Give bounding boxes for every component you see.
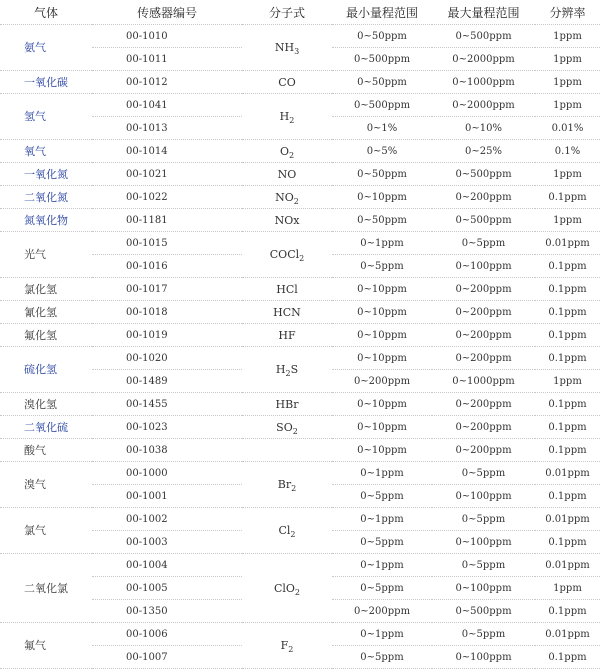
max-range: 0~100ppm <box>432 577 535 600</box>
gas-name: 光气 <box>0 232 92 278</box>
molecular-formula: COCl$_2$ <box>242 232 332 278</box>
min-range: 0~5ppm <box>332 255 432 278</box>
resolution: 0.01% <box>535 117 600 140</box>
min-range: 0~1ppm <box>332 462 432 485</box>
molecular-formula: $SO_2$ <box>242 416 332 439</box>
molecular-formula: $NH_3$ <box>242 25 332 71</box>
resolution: 0.1ppm <box>535 278 600 301</box>
sensor-code: 00-1041 <box>92 94 242 117</box>
resolution: 0.1ppm <box>535 600 600 623</box>
resolution: 1ppm <box>535 94 600 117</box>
sensor-code: 00-1181 <box>92 209 242 232</box>
max-range: 0~5ppm <box>432 462 535 485</box>
resolution: 0.1ppm <box>535 439 600 462</box>
table-row <box>0 508 600 531</box>
min-range: 0~10ppm <box>332 186 432 209</box>
gas-name: 氰化氢 <box>0 301 92 324</box>
max-range: 0~2000ppm <box>432 48 535 71</box>
table-row <box>0 439 600 462</box>
min-range: 0~1% <box>332 117 432 140</box>
table-row <box>0 393 600 416</box>
sensor-code: 00-1006 <box>92 623 242 646</box>
min-range: 0~50ppm <box>332 25 432 48</box>
molecular-formula: $H_2S$ <box>242 347 332 393</box>
max-range: 0~100ppm <box>432 646 535 669</box>
max-range: 0~200ppm <box>432 393 535 416</box>
table-row <box>0 301 600 324</box>
sensor-code: 00-1010 <box>92 25 242 48</box>
min-range: 0~5% <box>332 140 432 163</box>
gas-name: 二氧化氮 <box>0 186 92 209</box>
resolution: 0.1ppm <box>535 531 600 554</box>
table-row <box>0 71 600 94</box>
resolution: 0.1ppm <box>535 255 600 278</box>
table-row <box>0 278 600 301</box>
resolution: 1ppm <box>535 48 600 71</box>
sensor-code: 00-1350 <box>92 600 242 623</box>
table-row <box>0 186 600 209</box>
resolution: 0.1ppm <box>535 301 600 324</box>
gas-name: 溴气 <box>0 462 92 508</box>
table-row <box>0 209 600 232</box>
sensor-code: 00-1013 <box>92 117 242 140</box>
sensor-code: 00-1038 <box>92 439 242 462</box>
max-range: 0~200ppm <box>432 186 535 209</box>
molecular-formula: $NO_2$ <box>242 186 332 209</box>
molecular-formula: $Cl_2$ <box>242 508 332 554</box>
header-row <box>0 0 600 25</box>
resolution: 0.01ppm <box>535 623 600 646</box>
gas-name: 氯气 <box>0 508 92 554</box>
resolution: 0.1ppm <box>535 393 600 416</box>
min-range: 0~50ppm <box>332 209 432 232</box>
table-row <box>0 623 600 646</box>
molecular-formula: HBr <box>242 393 332 416</box>
max-range: 0~200ppm <box>432 301 535 324</box>
max-range: 0~25% <box>432 140 535 163</box>
table-row <box>0 347 600 370</box>
max-range: 0~5ppm <box>432 554 535 577</box>
sensor-code: 00-1021 <box>92 163 242 186</box>
sensor-code: 00-1015 <box>92 232 242 255</box>
gas-name: 氨气 <box>0 25 92 71</box>
molecular-formula <box>242 439 332 462</box>
gas-name: 氯化氢 <box>0 278 92 301</box>
gas-name: 氧气 <box>0 140 92 163</box>
gas-name: 硫化氢 <box>0 347 92 393</box>
gas-name: 氟气 <box>0 623 92 669</box>
molecular-formula: NO <box>242 163 332 186</box>
sensor-code: 00-1019 <box>92 324 242 347</box>
gas-name: 氮氧化物 <box>0 209 92 232</box>
min-range: 0~200ppm <box>332 600 432 623</box>
sensor-code: 00-1000 <box>92 462 242 485</box>
sensor-code: 00-1005 <box>92 577 242 600</box>
min-range: 0~5ppm <box>332 577 432 600</box>
min-range: 0~10ppm <box>332 301 432 324</box>
sensor-code: 00-1002 <box>92 508 242 531</box>
min-range: 0~5ppm <box>332 646 432 669</box>
min-range: 0~200ppm <box>332 370 432 393</box>
molecular-formula: HF <box>242 324 332 347</box>
sensor-code: 00-1018 <box>92 301 242 324</box>
sensor-code: 00-1007 <box>92 646 242 669</box>
resolution: 1ppm <box>535 209 600 232</box>
min-range: 0~5ppm <box>332 531 432 554</box>
resolution: 0.1ppm <box>535 186 600 209</box>
resolution: 1ppm <box>535 577 600 600</box>
resolution: 1ppm <box>535 25 600 48</box>
max-range: 0~500ppm <box>432 163 535 186</box>
max-range: 0~100ppm <box>432 485 535 508</box>
header-gas: 气体 <box>0 0 92 25</box>
table-row <box>0 324 600 347</box>
min-range: 0~10ppm <box>332 393 432 416</box>
molecular-formula: HCN <box>242 301 332 324</box>
sensor-code: 00-1017 <box>92 278 242 301</box>
table-row <box>0 94 600 117</box>
min-range: 0~10ppm <box>332 439 432 462</box>
header-min-range: 最小量程范围 <box>332 0 432 25</box>
max-range: 0~200ppm <box>432 278 535 301</box>
sensor-code: 00-1004 <box>92 554 242 577</box>
resolution: 0.1ppm <box>535 485 600 508</box>
resolution: 0.1ppm <box>535 416 600 439</box>
resolution: 0.01ppm <box>535 554 600 577</box>
min-range: 0~1ppm <box>332 623 432 646</box>
max-range: 0~100ppm <box>432 255 535 278</box>
min-range: 0~50ppm <box>332 163 432 186</box>
max-range: 0~1000ppm <box>432 71 535 94</box>
gas-name: 一氧化氮 <box>0 163 92 186</box>
max-range: 0~500ppm <box>432 600 535 623</box>
max-range: 0~500ppm <box>432 25 535 48</box>
molecular-formula: $H_2$ <box>242 94 332 140</box>
resolution: 0.01ppm <box>535 508 600 531</box>
table-row <box>0 232 600 255</box>
gas-name: 氟化氢 <box>0 324 92 347</box>
table-row <box>0 163 600 186</box>
resolution: 0.01ppm <box>535 232 600 255</box>
min-range: 0~10ppm <box>332 324 432 347</box>
min-range: 0~1ppm <box>332 508 432 531</box>
min-range: 0~1ppm <box>332 232 432 255</box>
sensor-code: 00-1014 <box>92 140 242 163</box>
max-range: 0~1000ppm <box>432 370 535 393</box>
min-range: 0~10ppm <box>332 416 432 439</box>
molecular-formula: ClO$_2$ <box>242 554 332 623</box>
gas-name: 二氧化氯 <box>0 554 92 623</box>
header-resolution: 分辨率 <box>535 0 600 25</box>
table-row <box>0 25 600 48</box>
molecular-formula: HCl <box>242 278 332 301</box>
max-range: 0~2000ppm <box>432 94 535 117</box>
max-range: 0~200ppm <box>432 347 535 370</box>
sensor-code: 00-1011 <box>92 48 242 71</box>
gas-name: 溴化氢 <box>0 393 92 416</box>
table-row <box>0 140 600 163</box>
max-range: 0~200ppm <box>432 416 535 439</box>
min-range: 0~10ppm <box>332 278 432 301</box>
molecular-formula: $Br_2$ <box>242 462 332 508</box>
resolution: 1ppm <box>535 163 600 186</box>
table-row <box>0 554 600 577</box>
min-range: 0~500ppm <box>332 48 432 71</box>
resolution: 0.1% <box>535 140 600 163</box>
table-body <box>0 25 600 669</box>
sensor-code: 00-1489 <box>92 370 242 393</box>
gas-name: 氢气 <box>0 94 92 140</box>
resolution: 0.1ppm <box>535 646 600 669</box>
min-range: 0~5ppm <box>332 485 432 508</box>
resolution: 0.1ppm <box>535 324 600 347</box>
molecular-formula: $O_2$ <box>242 140 332 163</box>
molecular-formula: $F_2$ <box>242 623 332 669</box>
sensor-code: 00-1001 <box>92 485 242 508</box>
sensor-code: 00-1012 <box>92 71 242 94</box>
molecular-formula: CO <box>242 71 332 94</box>
header-sensor-code: 传感器编号 <box>92 0 242 25</box>
sensor-code: 00-1016 <box>92 255 242 278</box>
max-range: 0~200ppm <box>432 324 535 347</box>
max-range: 0~5ppm <box>432 232 535 255</box>
max-range: 0~500ppm <box>432 209 535 232</box>
resolution: 1ppm <box>535 370 600 393</box>
header-max-range: 最大量程范围 <box>432 0 535 25</box>
max-range: 0~5ppm <box>432 508 535 531</box>
max-range: 0~10% <box>432 117 535 140</box>
gas-name: 一氧化碳 <box>0 71 92 94</box>
min-range: 0~500ppm <box>332 94 432 117</box>
sensor-code: 00-1003 <box>92 531 242 554</box>
table-row <box>0 462 600 485</box>
max-range: 0~100ppm <box>432 531 535 554</box>
max-range: 0~200ppm <box>432 439 535 462</box>
min-range: 0~50ppm <box>332 71 432 94</box>
max-range: 0~5ppm <box>432 623 535 646</box>
resolution: 0.01ppm <box>535 462 600 485</box>
gas-name: 酸气 <box>0 439 92 462</box>
min-range: 0~10ppm <box>332 347 432 370</box>
header-formula: 分子式 <box>242 0 332 25</box>
sensor-code: 00-1023 <box>92 416 242 439</box>
molecular-formula: NOx <box>242 209 332 232</box>
sensor-code: 00-1022 <box>92 186 242 209</box>
resolution: 1ppm <box>535 71 600 94</box>
sensor-code: 00-1455 <box>92 393 242 416</box>
table-row <box>0 416 600 439</box>
resolution: 0.1ppm <box>535 347 600 370</box>
gas-name: 二氧化硫 <box>0 416 92 439</box>
min-range: 0~1ppm <box>332 554 432 577</box>
sensor-code: 00-1020 <box>92 347 242 370</box>
